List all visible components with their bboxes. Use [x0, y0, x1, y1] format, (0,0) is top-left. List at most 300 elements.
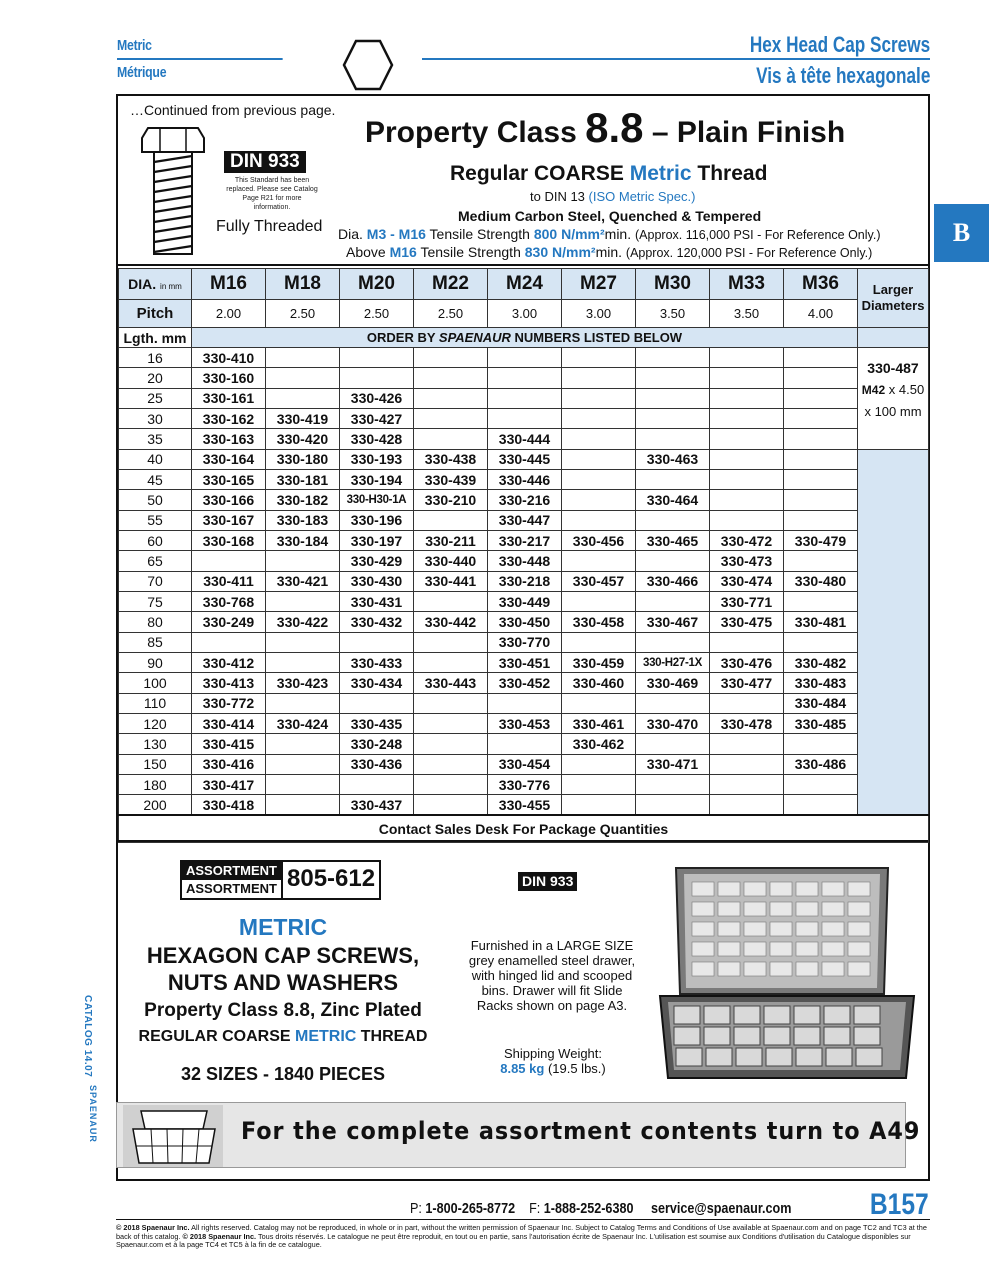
empty-cell: [488, 348, 562, 368]
size-header: M22: [414, 269, 488, 300]
section-header-right: [422, 32, 930, 90]
assortment-metric-heading: METRIC: [238, 914, 328, 940]
part-number-cell[interactable]: 330-167: [192, 510, 266, 530]
assortment-contents-banner[interactable]: [116, 1102, 921, 1168]
part-number-cell[interactable]: 330-416: [192, 754, 266, 774]
length-cell: 75: [119, 591, 192, 611]
part-number-cell[interactable]: 330-446: [488, 469, 562, 489]
empty-cell: [414, 348, 488, 368]
part-number-cell[interactable]: 330-196: [340, 510, 414, 530]
empty-cell: [710, 469, 784, 489]
length-cell: 200: [119, 795, 192, 815]
fully-threaded-label: Fully Threaded: [216, 218, 323, 235]
length-cell: 90: [119, 652, 192, 672]
empty-cell: [562, 490, 636, 510]
part-number-cell[interactable]: 330-772: [192, 693, 266, 713]
part-number-cell[interactable]: 330-776: [488, 774, 562, 794]
part-number-cell[interactable]: 330-H27-1X: [636, 652, 710, 672]
pitch-value: 2.00: [192, 300, 266, 328]
length-cell: 80: [119, 612, 192, 632]
length-cell: 110: [119, 693, 192, 713]
part-number-cell[interactable]: 330-771: [710, 591, 784, 611]
assortment-sizes: 32 SIZES - 1840 PIECES: [180, 1064, 386, 1084]
part-number-cell[interactable]: 330-479: [784, 530, 858, 550]
drawer-description: Furnished in a LARGE SIZE grey enamelled steel drawer, with hinged lid and scooped bins. Drawer will fit Slide Racks shown on page A3.: [468, 938, 636, 1013]
part-number-cell[interactable]: 330-474: [710, 571, 784, 591]
part-number-cell[interactable]: 330-462: [562, 734, 636, 754]
part-number-cell[interactable]: 330-418: [192, 795, 266, 815]
larger-pitch: x 4.50: [888, 382, 925, 397]
din-standard-badge-2: DIN 933: [518, 872, 577, 891]
empty-cell: [488, 734, 562, 754]
part-number-cell[interactable]: 330-211: [414, 530, 488, 550]
pitch-value: 2.50: [266, 300, 340, 328]
part-number-cell[interactable]: 330-465: [636, 530, 710, 550]
page-number: B157: [870, 1188, 929, 1221]
part-number-cell[interactable]: 330-424: [266, 713, 340, 733]
part-number-cell[interactable]: 330-448: [488, 551, 562, 571]
drawer-box-icon: [123, 1105, 223, 1167]
empty-cell: [266, 693, 340, 713]
catalog-frame: [116, 94, 930, 1181]
length-cell: 30: [119, 408, 192, 428]
category-title-en: Hex Head Cap Screws: [749, 32, 930, 57]
empty-cell: [562, 754, 636, 774]
part-number-cell[interactable]: 330-471: [636, 754, 710, 774]
part-number-cell[interactable]: 330-163: [192, 429, 266, 449]
part-number-cell[interactable]: 330-217: [488, 530, 562, 550]
page-title: Property Class 8.8 – Plain Finish: [365, 104, 846, 151]
part-number-cell[interactable]: 330-475: [710, 612, 784, 632]
empty-cell: [710, 490, 784, 510]
empty-cell: [266, 632, 340, 652]
pitch-value: 3.00: [562, 300, 636, 328]
part-number-cell[interactable]: 330-467: [636, 612, 710, 632]
empty-cell: [784, 408, 858, 428]
empty-cell: [636, 795, 710, 815]
empty-cell: [710, 408, 784, 428]
table-row: [119, 632, 929, 652]
part-number-cell[interactable]: 330-184: [266, 530, 340, 550]
empty-cell: [414, 734, 488, 754]
length-cell: 85: [119, 632, 192, 652]
empty-cell: [414, 652, 488, 672]
empty-cell: [636, 632, 710, 652]
empty-cell: [562, 388, 636, 408]
empty-cell: [340, 368, 414, 388]
din-replaced-note: This Standard has been replaced. Please see Catalog Page R21 for more information.: [226, 177, 318, 211]
part-number-cell[interactable]: 330-458: [562, 612, 636, 632]
part-number-cell[interactable]: 330-428: [340, 429, 414, 449]
part-number-cell[interactable]: 330-486: [784, 754, 858, 774]
assortment-number[interactable]: 805-612: [283, 860, 381, 900]
part-number-cell[interactable]: 330-197: [340, 530, 414, 550]
empty-cell: [414, 429, 488, 449]
section-title-fr: Métrique: [117, 64, 167, 81]
table-row: [119, 429, 929, 449]
dia-label: DIA. in mm: [119, 269, 192, 300]
shipping-weight: Shipping Weight: 8.85 kg (19.5 lbs.): [500, 1046, 606, 1076]
empty-cell: [562, 591, 636, 611]
size-header: M33: [710, 269, 784, 300]
table-row: [119, 795, 929, 815]
part-number-cell[interactable]: 330-432: [340, 612, 414, 632]
catalog-version: CATALOG 14.07: [82, 995, 93, 1078]
empty-cell: [414, 388, 488, 408]
part-number-cell[interactable]: 330-216: [488, 490, 562, 510]
larger-size: [858, 379, 928, 401]
length-cell: 45: [119, 469, 192, 489]
table-row: [119, 469, 929, 489]
part-number-cell[interactable]: 330-183: [266, 510, 340, 530]
empty-cell: [340, 693, 414, 713]
table-row: [119, 591, 929, 611]
empty-cell: [562, 632, 636, 652]
table-row: [119, 673, 929, 693]
din-standard-badge: DIN 933: [224, 151, 306, 173]
order-row: [119, 328, 929, 348]
part-number-cell[interactable]: 330-461: [562, 713, 636, 733]
part-number-cell[interactable]: 330-194: [340, 469, 414, 489]
section-header-left: [117, 36, 319, 82]
phone-number[interactable]: 1-800-265-8772: [425, 1200, 516, 1217]
part-number-cell[interactable]: 330-447: [488, 510, 562, 530]
empty-cell: [784, 551, 858, 571]
empty-cell: [636, 591, 710, 611]
part-number-cell[interactable]: 330-412: [192, 652, 266, 672]
part-number-cell[interactable]: 330-434: [340, 673, 414, 693]
part-number-cell[interactable]: 330-464: [636, 490, 710, 510]
empty-cell: [414, 693, 488, 713]
part-number-cell[interactable]: 330-469: [636, 673, 710, 693]
order-instruction: ORDER BY SPAENAUR NUMBERS LISTED BELOW: [192, 328, 858, 348]
table-row: [119, 652, 929, 672]
empty-cell: [414, 510, 488, 530]
pitch-row: [119, 300, 929, 328]
empty-cell: [488, 388, 562, 408]
part-number-cell[interactable]: 330-480: [784, 571, 858, 591]
size-header: M24: [488, 269, 562, 300]
larger-spacer: [858, 328, 929, 348]
empty-cell: [784, 388, 858, 408]
part-number-cell[interactable]: 330-452: [488, 673, 562, 693]
empty-cell: [784, 795, 858, 815]
copyright-notice: © 2018 Spaenaur Inc. All rights reserved. Catalog may not be reproduced, in whole or in part, without the written permission of Spaenaur Inc. Subject to Catalog Terms and Conditions of Use available at Spaenaur.com and on page TC2 and TC3 at the back of this catalog. © 2018 Spaenaur Inc. Tous droits réservés. Le catalogue ne peut être reproduit, en tout ou en partie, sans l'autorisation écrite de Spaenaur Inc. L'utilisation est soumise aux Conditions d'utilisation du Catalogue disponibles sur Spaenaur.com et à la page TC4 et TC5 à la fin de ce catalogue.: [116, 1223, 927, 1250]
size-header: M18: [266, 269, 340, 300]
section-tab[interactable]: B: [934, 204, 989, 262]
part-number-cell[interactable]: 330-218: [488, 571, 562, 591]
part-number-cell[interactable]: 330-422: [266, 612, 340, 632]
part-number-cell[interactable]: 330-168: [192, 530, 266, 550]
part-number-cell[interactable]: 330-193: [340, 449, 414, 469]
contact-note: Contact Sales Desk For Package Quantities: [119, 815, 929, 842]
part-number-cell[interactable]: 330-477: [710, 673, 784, 693]
part-number-cell[interactable]: 330-249: [192, 612, 266, 632]
length-cell: 55: [119, 510, 192, 530]
part-number-cell[interactable]: 330-419: [266, 408, 340, 428]
part-number-cell[interactable]: 330-453: [488, 713, 562, 733]
table-row: [119, 551, 929, 571]
part-number-cell[interactable]: 330-421: [266, 571, 340, 591]
part-number-cell[interactable]: 330-182: [266, 490, 340, 510]
part-number-cell[interactable]: 330-426: [340, 388, 414, 408]
footer-divider: [116, 1219, 930, 1220]
part-number-cell[interactable]: 330-431: [340, 591, 414, 611]
size-header: M20: [340, 269, 414, 300]
length-cell: 16: [119, 348, 192, 368]
part-number-cell[interactable]: 330-210: [414, 490, 488, 510]
thread-type: Regular COARSE Metric Thread: [450, 162, 768, 185]
empty-cell: [266, 652, 340, 672]
empty-cell: [784, 490, 858, 510]
table-row: [119, 490, 929, 510]
part-number-cell[interactable]: 330-442: [414, 612, 488, 632]
part-number-cell[interactable]: 330-161: [192, 388, 266, 408]
part-number-cell[interactable]: 330-445: [488, 449, 562, 469]
contact-row: [119, 815, 929, 842]
length-cell: 150: [119, 754, 192, 774]
length-cell: 35: [119, 429, 192, 449]
empty-cell: [562, 348, 636, 368]
pitch-value: 2.50: [414, 300, 488, 328]
empty-cell: [414, 795, 488, 815]
pitch-value: 4.00: [784, 300, 858, 328]
part-number-cell[interactable]: 330-433: [340, 652, 414, 672]
empty-cell: [266, 774, 340, 794]
part-number-cell[interactable]: 330-484: [784, 693, 858, 713]
table-row: [119, 510, 929, 530]
empty-cell: [784, 734, 858, 754]
empty-cell: [266, 348, 340, 368]
table-row: [119, 449, 929, 469]
empty-cell: [414, 408, 488, 428]
part-number-cell[interactable]: 330-438: [414, 449, 488, 469]
empty-cell: [562, 510, 636, 530]
part-number-cell[interactable]: 330-417: [192, 774, 266, 794]
empty-cell: [562, 368, 636, 388]
part-number-cell[interactable]: 330-463: [636, 449, 710, 469]
assortment-drawer-image: [656, 864, 918, 1084]
category-title-fr: Vis à tête hexagonale: [755, 63, 930, 88]
material-spec: Medium Carbon Steel, Quenched & Tempered: [458, 208, 762, 224]
empty-cell: [710, 693, 784, 713]
part-number-cell[interactable]: 330-437: [340, 795, 414, 815]
empty-cell: [710, 754, 784, 774]
continued-note: …Continued from previous page.: [130, 102, 336, 118]
empty-cell: [710, 429, 784, 449]
part-number-cell[interactable]: 330-429: [340, 551, 414, 571]
empty-cell: [710, 795, 784, 815]
part-number-cell[interactable]: 330-478: [710, 713, 784, 733]
empty-cell: [784, 591, 858, 611]
part-number-cell[interactable]: 330-485: [784, 713, 858, 733]
empty-cell: [636, 469, 710, 489]
tensile-spec-large: Above M16 Tensile Strength 830 N/mm²min. (Approx. 120,000 PSI - For Reference Only.): [346, 244, 873, 260]
pitch-value: 3.50: [710, 300, 784, 328]
assortment-number-box: [180, 860, 381, 900]
empty-cell: [414, 632, 488, 652]
part-number-table: [118, 268, 929, 843]
part-number-cell[interactable]: 330-444: [488, 429, 562, 449]
part-number-cell[interactable]: 330-165: [192, 469, 266, 489]
empty-cell: [710, 510, 784, 530]
part-number-cell[interactable]: 330-411: [192, 571, 266, 591]
length-cell: 130: [119, 734, 192, 754]
product-header: [118, 96, 928, 266]
part-number-cell[interactable]: 330-415: [192, 734, 266, 754]
part-number-cell[interactable]: 330-162: [192, 408, 266, 428]
empty-cell: [192, 551, 266, 571]
length-cell: 120: [119, 713, 192, 733]
part-number-cell[interactable]: 330-470: [636, 713, 710, 733]
part-number-cell[interactable]: 330-248: [340, 734, 414, 754]
length-label: Lgth. mm: [119, 328, 192, 348]
larger-length: x 100 mm: [864, 404, 922, 419]
part-number-cell[interactable]: 330-443: [414, 673, 488, 693]
part-number-cell[interactable]: 330-455: [488, 795, 562, 815]
length-cell: 180: [119, 774, 192, 794]
part-number-cell[interactable]: 330-414: [192, 713, 266, 733]
empty-cell: [562, 795, 636, 815]
table-row: [119, 388, 929, 408]
part-number-cell[interactable]: 330-460: [562, 673, 636, 693]
larger-diameters-header: Larger Diameters: [858, 269, 929, 328]
tensile-spec-small: Dia. M3 - M16 Tensile Strength 800 N/mm²min. (Approx. 116,000 PSI - For Reference Only.): [338, 226, 881, 242]
part-number-cell[interactable]: 330-483: [784, 673, 858, 693]
length-cell: 50: [119, 490, 192, 510]
part-number-cell[interactable]: 330-410: [192, 348, 266, 368]
empty-cell: [636, 693, 710, 713]
part-number-cell[interactable]: 330-435: [340, 713, 414, 733]
part-number-cell[interactable]: 330-482: [784, 652, 858, 672]
larger-part-number[interactable]: 330-487: [867, 360, 919, 376]
table-row: [119, 693, 929, 713]
part-number-cell[interactable]: 330-454: [488, 754, 562, 774]
assortment-section: [118, 840, 928, 1181]
empty-cell: [340, 632, 414, 652]
length-cell: 60: [119, 530, 192, 550]
part-number-cell[interactable]: 330-164: [192, 449, 266, 469]
empty-cell: [192, 632, 266, 652]
part-number-cell[interactable]: 330-181: [266, 469, 340, 489]
part-number-cell[interactable]: 330-436: [340, 754, 414, 774]
part-number-cell[interactable]: 330-768: [192, 591, 266, 611]
empty-cell: [784, 368, 858, 388]
table-row: [119, 612, 929, 632]
empty-cell: [562, 693, 636, 713]
table-row: [119, 774, 929, 794]
larger-diameter-cell[interactable]: [858, 348, 929, 450]
hexagon-icon: [341, 38, 395, 92]
assortment-thread: REGULAR COARSE METRIC THREAD: [138, 1028, 428, 1045]
part-number-cell[interactable]: 330-770: [488, 632, 562, 652]
empty-cell: [784, 632, 858, 652]
size-header: M16: [192, 269, 266, 300]
empty-cell: [710, 348, 784, 368]
part-number-cell[interactable]: 330-441: [414, 571, 488, 591]
part-number-cell[interactable]: 330-439: [414, 469, 488, 489]
empty-cell: [636, 348, 710, 368]
empty-cell: [414, 774, 488, 794]
part-number-cell[interactable]: 330-481: [784, 612, 858, 632]
larger-empty: [858, 449, 929, 815]
part-number-cell[interactable]: 330-180: [266, 449, 340, 469]
empty-cell: [710, 368, 784, 388]
table-row: [119, 734, 929, 754]
part-number-cell[interactable]: 330-459: [562, 652, 636, 672]
empty-cell: [266, 754, 340, 774]
fax-number: 1-888-252-6380: [543, 1200, 634, 1217]
empty-cell: [340, 774, 414, 794]
empty-cell: [414, 754, 488, 774]
part-number-cell[interactable]: 330-450: [488, 612, 562, 632]
length-cell: 70: [119, 571, 192, 591]
empty-cell: [266, 388, 340, 408]
part-number-cell[interactable]: 330-473: [710, 551, 784, 571]
empty-cell: [562, 774, 636, 794]
empty-cell: [636, 408, 710, 428]
table-row: [119, 713, 929, 733]
part-number-cell[interactable]: 330-423: [266, 673, 340, 693]
empty-cell: [784, 510, 858, 530]
footer-contact: P: 1-800-265-8772 F: 1-888-252-6380 service@spaenaur.com: [410, 1200, 792, 1217]
size-header: M36: [784, 269, 858, 300]
empty-cell: [414, 368, 488, 388]
empty-cell: [710, 774, 784, 794]
table-row: [119, 408, 929, 428]
assortment-label: ASSORTMENT: [182, 862, 281, 879]
part-number-cell[interactable]: 330-160: [192, 368, 266, 388]
empty-cell: [636, 388, 710, 408]
length-cell: 20: [119, 368, 192, 388]
empty-cell: [562, 449, 636, 469]
empty-cell: [266, 368, 340, 388]
part-number-cell[interactable]: 330-457: [562, 571, 636, 591]
part-number-cell[interactable]: 330-427: [340, 408, 414, 428]
empty-cell: [784, 429, 858, 449]
part-number-cell[interactable]: 330-476: [710, 652, 784, 672]
part-number-cell[interactable]: 330-449: [488, 591, 562, 611]
empty-cell: [636, 510, 710, 530]
empty-cell: [636, 368, 710, 388]
part-number-cell[interactable]: 330-H30-1A: [340, 490, 414, 510]
part-number-cell[interactable]: 330-420: [266, 429, 340, 449]
part-number-cell[interactable]: 330-472: [710, 530, 784, 550]
part-number-cell[interactable]: 330-456: [562, 530, 636, 550]
size-header-row: [119, 269, 929, 300]
empty-cell: [340, 348, 414, 368]
section-title-en: Metric: [117, 36, 283, 60]
part-number-cell[interactable]: 330-440: [414, 551, 488, 571]
part-number-cell[interactable]: 330-430: [340, 571, 414, 591]
empty-cell: [636, 774, 710, 794]
pitch-value: 3.50: [636, 300, 710, 328]
part-number-cell[interactable]: 330-166: [192, 490, 266, 510]
table-row: [119, 368, 929, 388]
part-number-cell[interactable]: 330-466: [636, 571, 710, 591]
table-row: [119, 754, 929, 774]
table-row: [119, 348, 929, 368]
empty-cell: [636, 551, 710, 571]
empty-cell: [488, 693, 562, 713]
empty-cell: [562, 408, 636, 428]
email-link[interactable]: service@spaenaur.com: [650, 1200, 792, 1217]
empty-cell: [636, 734, 710, 754]
part-number-cell[interactable]: 330-451: [488, 652, 562, 672]
assortment-label-fr: ASSORTMENT: [182, 879, 281, 897]
size-header: M27: [562, 269, 636, 300]
part-number-cell[interactable]: 330-413: [192, 673, 266, 693]
